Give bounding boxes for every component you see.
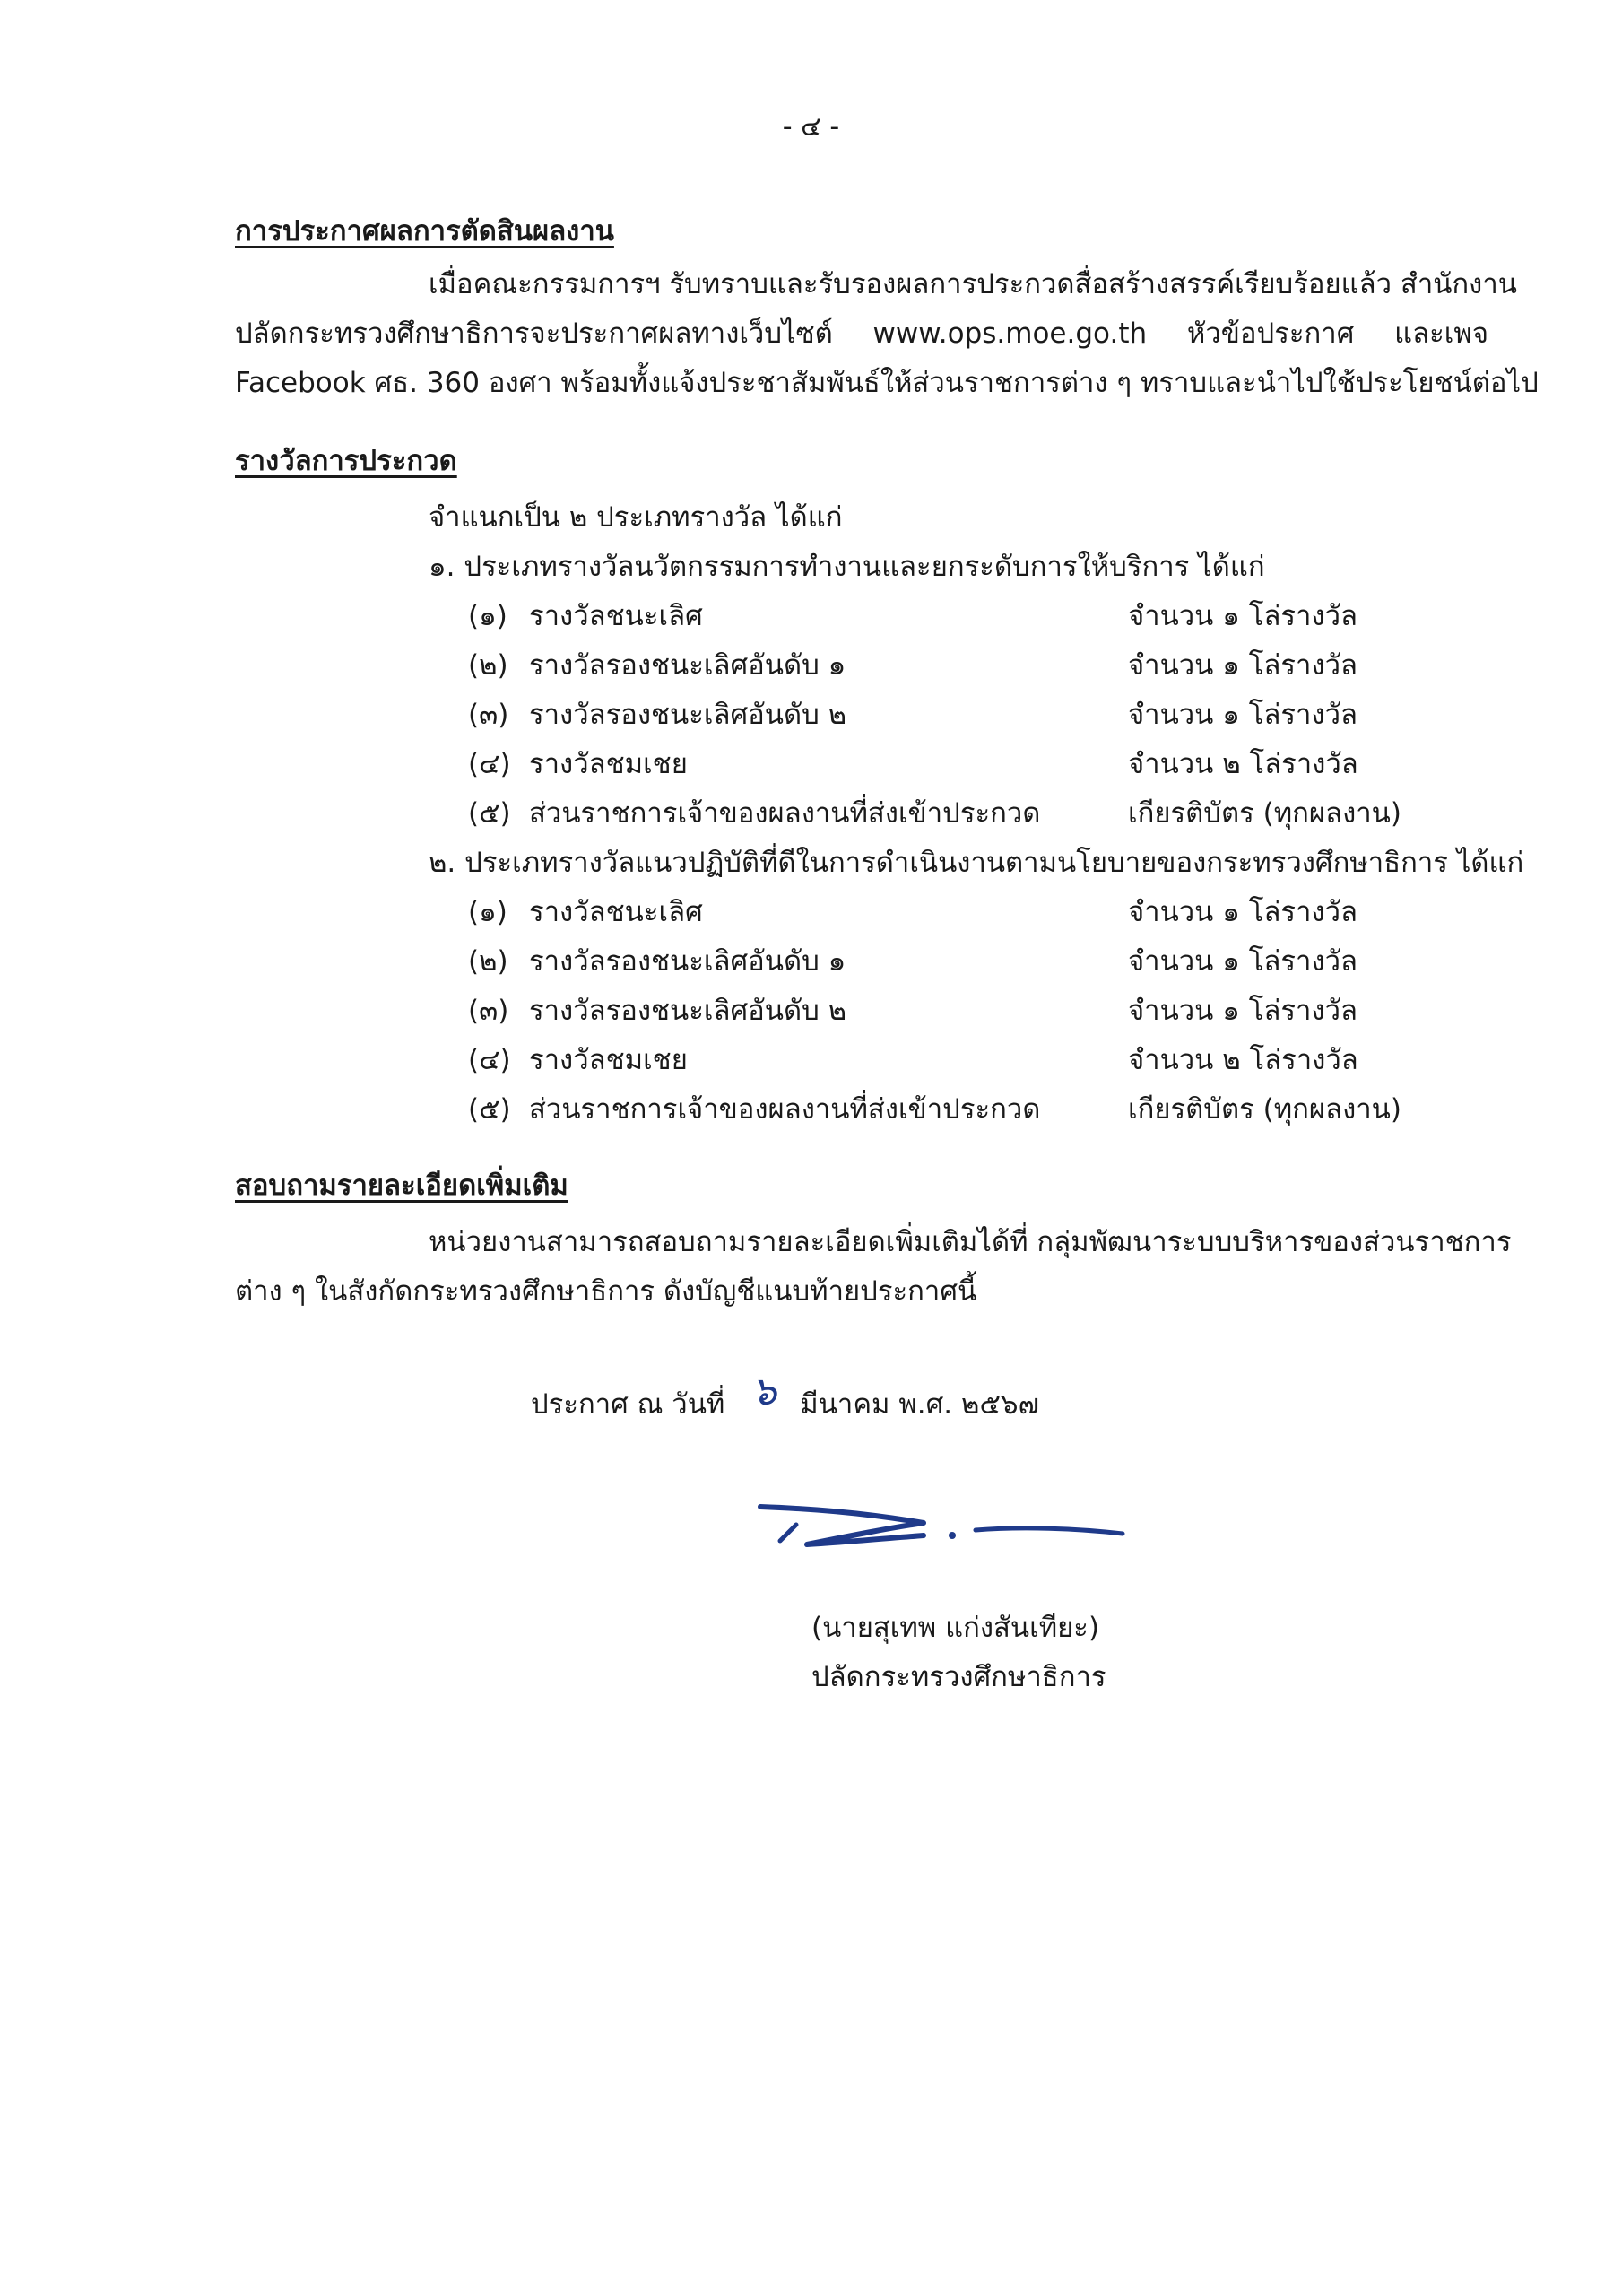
- announce-line-2: ปลัดกระทรวงศึกษาธิการจะประกาศผลทางเว็บไซต์ www.ops.moe.go.th หัวข้อประกาศ และเพจ: [235, 317, 1488, 350]
- award-item: (๒) รางวัลรองชนะเลิศอันดับ ๑: [468, 945, 846, 978]
- award-item-value: จำนวน ๑ โล่รางวัล: [1128, 995, 1357, 1027]
- announce-line-3: Facebook ศธ. 360 องศา พร้อมทั้งแจ้งประชาสัมพันธ์ให้ส่วนราชการต่าง ๆ ทราบและนำไปใช้ประโยชน์ต่อไป: [235, 367, 1539, 399]
- heading-inquiry: สอบถามรายละเอียดเพิ่มเติม: [235, 1170, 568, 1202]
- award-item: (๔) รางวัลชมเชย: [468, 748, 688, 780]
- award-item: (๑) รางวัลชนะเลิศ: [468, 896, 703, 928]
- date-rest: มีนาคม พ.ศ. ๒๕๖๗: [800, 1388, 1039, 1421]
- award-item-value: จำนวน ๑ โล่รางวัล: [1128, 699, 1357, 731]
- inquiry-line-1: หน่วยงานสามารถสอบถามรายละเอียดเพิ่มเติมได้ที่ กลุ่มพัฒนาระบบบริหารของส่วนราชการ: [429, 1226, 1512, 1258]
- award-item: (๑) รางวัลชนะเลิศ: [468, 600, 703, 632]
- awards-intro: จำแนกเป็น ๒ ประเภทรางวัล ได้แก่: [429, 501, 843, 534]
- signer-name: (นายสุเทพ แก่งสันเทียะ): [811, 1612, 1100, 1644]
- award-item-value: จำนวน ๑ โล่รางวัล: [1128, 896, 1357, 928]
- award-item-value: จำนวน ๑ โล่รางวัล: [1128, 649, 1357, 682]
- page-number: - ๔ -: [782, 111, 840, 143]
- award-item-value: จำนวน ๑ โล่รางวัล: [1128, 945, 1357, 978]
- award-item: (๕) ส่วนราชการเจ้าของผลงานที่ส่งเข้าประกวด: [468, 797, 1041, 830]
- award-item: (๓) รางวัลรองชนะเลิศอันดับ ๒: [468, 995, 847, 1027]
- award-item-value: จำนวน ๒ โล่รางวัล: [1128, 748, 1358, 780]
- award-item: (๒) รางวัลรองชนะเลิศอันดับ ๑: [468, 649, 846, 682]
- award-category-2-title: ๒. ประเภทรางวัลแนวปฏิบัติที่ดีในการดำเนินงานตามนโยบายของกระทรวงศึกษาธิการ ได้แก่: [429, 847, 1524, 879]
- date-prefix: ประกาศ ณ วันที่: [531, 1388, 725, 1421]
- award-item-value: เกียรติบัตร (ทุกผลงาน): [1128, 1093, 1401, 1126]
- award-category-1-title: ๑. ประเภทรางวัลนวัตกรรมการทำงานและยกระดับการให้บริการ ได้แก่: [429, 551, 1265, 583]
- date-day-handwritten: ๖: [751, 1369, 777, 1414]
- award-item: (๕) ส่วนราชการเจ้าของผลงานที่ส่งเข้าประกวด: [468, 1093, 1041, 1126]
- award-item-value: เกียรติบัตร (ทุกผลงาน): [1128, 797, 1401, 830]
- award-item: (๔) รางวัลชมเชย: [468, 1044, 688, 1076]
- inquiry-line-2: ต่าง ๆ ในสังกัดกระทรวงศึกษาธิการ ดังบัญชีแนบท้ายประกาศนี้: [235, 1275, 977, 1308]
- heading-announce: การประกาศผลการตัดสินผลงาน: [235, 215, 614, 248]
- signer-position: ปลัดกระทรวงศึกษาธิการ: [811, 1661, 1106, 1693]
- announcement-date: [531, 1369, 1039, 1421]
- award-item: (๓) รางวัลรองชนะเลิศอันดับ ๒: [468, 699, 847, 731]
- award-item-value: จำนวน ๑ โล่รางวัล: [1128, 600, 1357, 632]
- announce-line-1: เมื่อคณะกรรมการฯ รับทราบและรับรองผลการประกวดสื่อสร้างสรรค์เรียบร้อยแล้ว สำนักงาน: [429, 268, 1517, 300]
- heading-awards: รางวัลการประกวด: [235, 445, 457, 477]
- signature-image: [753, 1489, 1130, 1570]
- award-item-value: จำนวน ๒ โล่รางวัล: [1128, 1044, 1358, 1076]
